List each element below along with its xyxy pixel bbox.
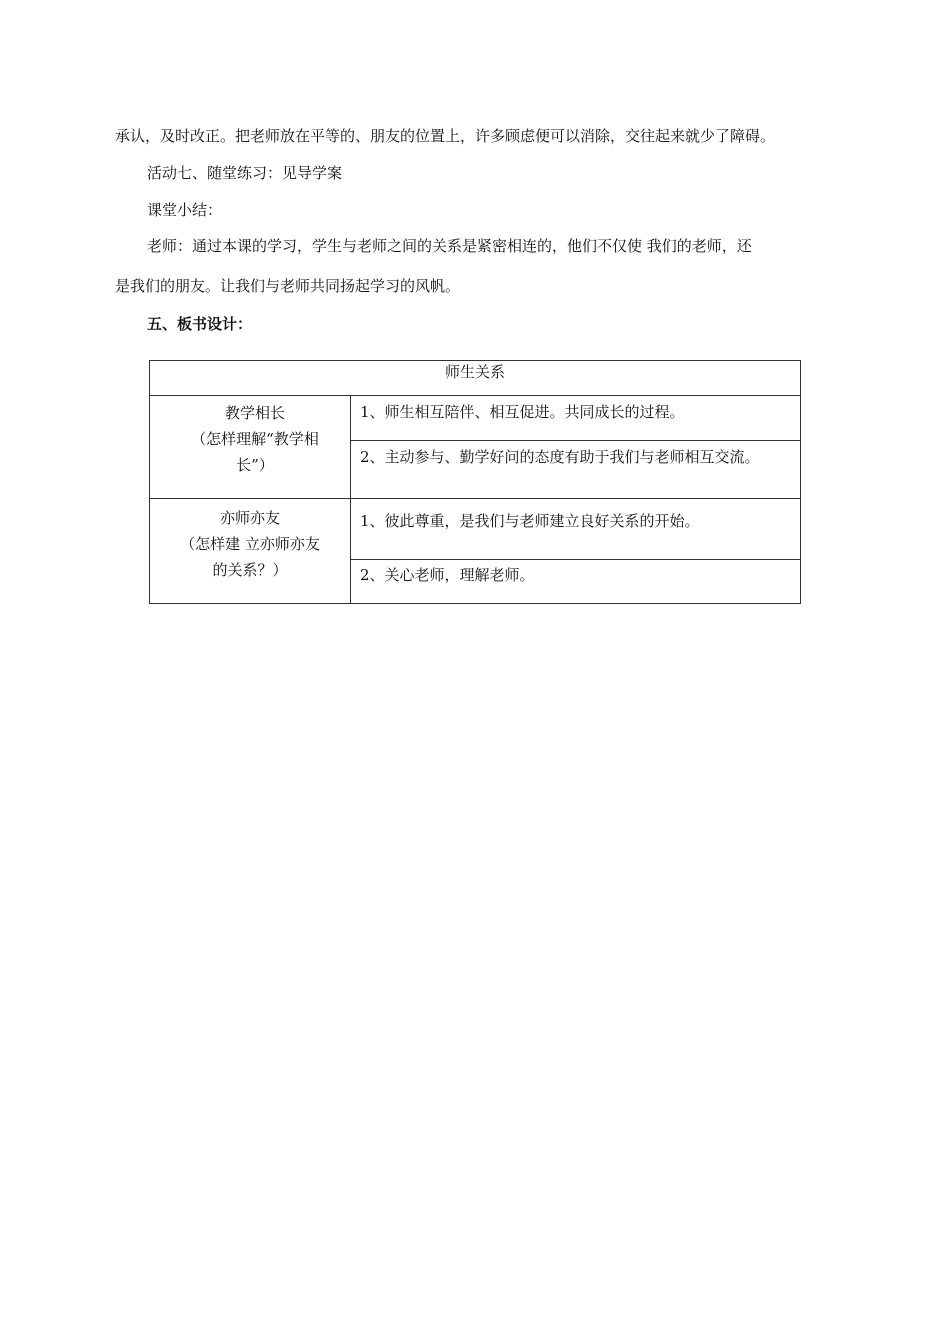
row-teaching-subtitle: （怎样理解“教学相长”） [191, 430, 319, 474]
row-friend-item-1: 1、彼此尊重，是我们与老师建立良好关系的开始。 [360, 512, 700, 530]
summary-heading: 课堂小结： [147, 201, 223, 219]
row-friend-subtitle: （怎样建 立亦师亦友的关系？） [180, 535, 320, 579]
row-friend-item-2: 2、关心老师，理解老师。 [360, 566, 535, 584]
activity-seven-line: 活动七、随堂练习：见导学案 [147, 164, 343, 182]
row-friend-title: 亦师亦友 [219, 509, 280, 527]
paragraph-continuation: 承认，及时改正。把老师放在平等的、朋友的位置上，许多顾虑便可以消除，交往起来就少了障碍。 [115, 127, 776, 145]
row-friend-left-cell [150, 499, 351, 603]
row-teaching-title: 教学相长 [224, 404, 285, 422]
row-teaching-item-1: 1、师生相互陪伴、相互促进。共同成长的过程。 [360, 403, 685, 421]
row-teaching-item-2: 2、主动参与、勤学好问的态度有助于我们与老师相互交流。 [360, 448, 760, 466]
board-title: 师生关系 [150, 361, 800, 396]
board-design-heading: 五、板书设计： [147, 315, 253, 333]
row-teaching-left-cell [150, 396, 351, 499]
summary-paragraph-line1: 老师：通过本课的学习，学生与老师之间的关系是紧密相连的，他们不仅使 我们的老师，还 [147, 237, 752, 255]
summary-paragraph-line2: 是我们的朋友。让我们与老师共同扬起学习的风帆。 [115, 277, 461, 295]
board-design-table [149, 360, 801, 604]
